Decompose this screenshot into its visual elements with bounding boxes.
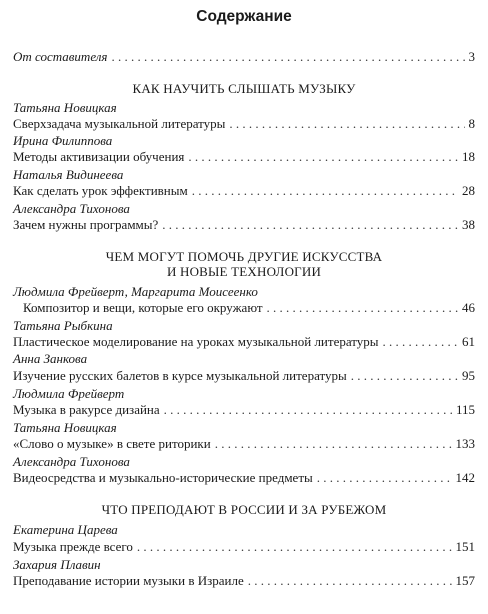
entry-title: Зачем нужны программы? (13, 217, 159, 232)
page-number: 151 (455, 539, 475, 554)
entry-title: Музыка в ракурсе дизайна (13, 402, 160, 417)
page-number: 28 (462, 183, 475, 198)
section-heading (14, 249, 474, 279)
dot-leader (111, 49, 464, 64)
section-heading-line: КАК НАУЧИТЬ СЛЫШАТЬ МУЗЫКУ (132, 81, 356, 96)
entry-author: Ирина Филиппова (13, 133, 113, 148)
page-number: 38 (462, 217, 475, 232)
page-number: 142 (455, 470, 475, 485)
page-number: 133 (455, 436, 475, 451)
entry-author: Людмила Фрейверт, Маргарита Моисеенко (13, 284, 258, 299)
page-title: Содержание (196, 8, 292, 25)
page-number: 8 (468, 116, 475, 131)
toc-entry[interactable] (23, 300, 475, 315)
dot-leader (192, 183, 458, 198)
toc-entry[interactable] (13, 402, 475, 417)
toc-entry[interactable] (13, 368, 475, 383)
toc-entry-intro[interactable] (13, 49, 475, 64)
entry-title: От составителя (13, 49, 108, 64)
page-number: 3 (468, 49, 475, 64)
entry-author: Екатерина Царева (13, 522, 118, 537)
entry-author: Захария Плавин (13, 557, 101, 572)
dot-leader (248, 573, 452, 588)
page-number: 61 (462, 334, 475, 349)
entry-author: Наталья Видинеева (13, 167, 124, 182)
entry-title: Пластическое моделирование на уроках музыкальной литературы (13, 334, 379, 349)
toc-entry[interactable] (13, 116, 475, 131)
section-heading (14, 502, 474, 517)
toc-entry[interactable] (13, 183, 475, 198)
page-number: 95 (462, 368, 475, 383)
dot-leader (229, 116, 464, 131)
page-number: 46 (462, 300, 475, 315)
entry-title: Изучение русских балетов в курсе музыкальной литературы (13, 368, 347, 383)
toc-entry[interactable] (13, 436, 475, 451)
entry-title: Композитор и вещи, которые его окружают (23, 300, 263, 315)
dot-leader (215, 436, 452, 451)
entry-author: Людмила Фрейверт (13, 386, 125, 401)
entry-author: Татьяна Рыбкина (13, 318, 113, 333)
page-number: 115 (455, 402, 475, 417)
dot-leader (164, 402, 452, 417)
entry-author: Татьяна Новицкая (13, 420, 117, 435)
entry-title: Музыка прежде всего (13, 539, 133, 554)
entry-author: Татьяна Новицкая (13, 100, 117, 115)
dot-leader (317, 470, 452, 485)
section-heading-line: ЧТО ПРЕПОДАЮТ В РОССИИ И ЗА РУБЕЖОМ (101, 502, 387, 517)
toc-entry[interactable] (13, 149, 475, 164)
entry-author: Александра Тихонова (13, 201, 130, 216)
toc-entry[interactable] (13, 470, 475, 485)
entry-title: «Слово о музыке» в свете риторики (13, 436, 211, 451)
dot-leader (188, 149, 458, 164)
entry-title: Как сделать урок эффективным (13, 183, 188, 198)
page-number: 18 (462, 149, 475, 164)
toc-entry[interactable] (13, 573, 475, 588)
dot-leader (267, 300, 458, 315)
dot-leader (162, 217, 458, 232)
dot-leader (383, 334, 458, 349)
section-heading-line: ЧЕМ МОГУТ ПОМОЧЬ ДРУГИЕ ИСКУССТВА (105, 249, 383, 264)
toc-entry[interactable] (13, 217, 475, 232)
entry-title: Сверхзадача музыкальной литературы (13, 116, 226, 131)
entry-author: Анна Занкова (13, 351, 88, 366)
entry-author: Александра Тихонова (13, 454, 130, 469)
page-number: 157 (455, 573, 475, 588)
entry-title: Преподавание истории музыки в Израиле (13, 573, 244, 588)
toc-entry[interactable] (13, 539, 475, 554)
entry-title: Видеосредства и музыкально-исторические предметы (13, 470, 313, 485)
toc-entry[interactable] (13, 334, 475, 349)
entry-title: Методы активизации обучения (13, 149, 185, 164)
section-heading-line: И НОВЫЕ ТЕХНОЛОГИИ (166, 264, 322, 279)
dot-leader (137, 539, 452, 554)
dot-leader (351, 368, 458, 383)
section-heading (14, 81, 474, 96)
